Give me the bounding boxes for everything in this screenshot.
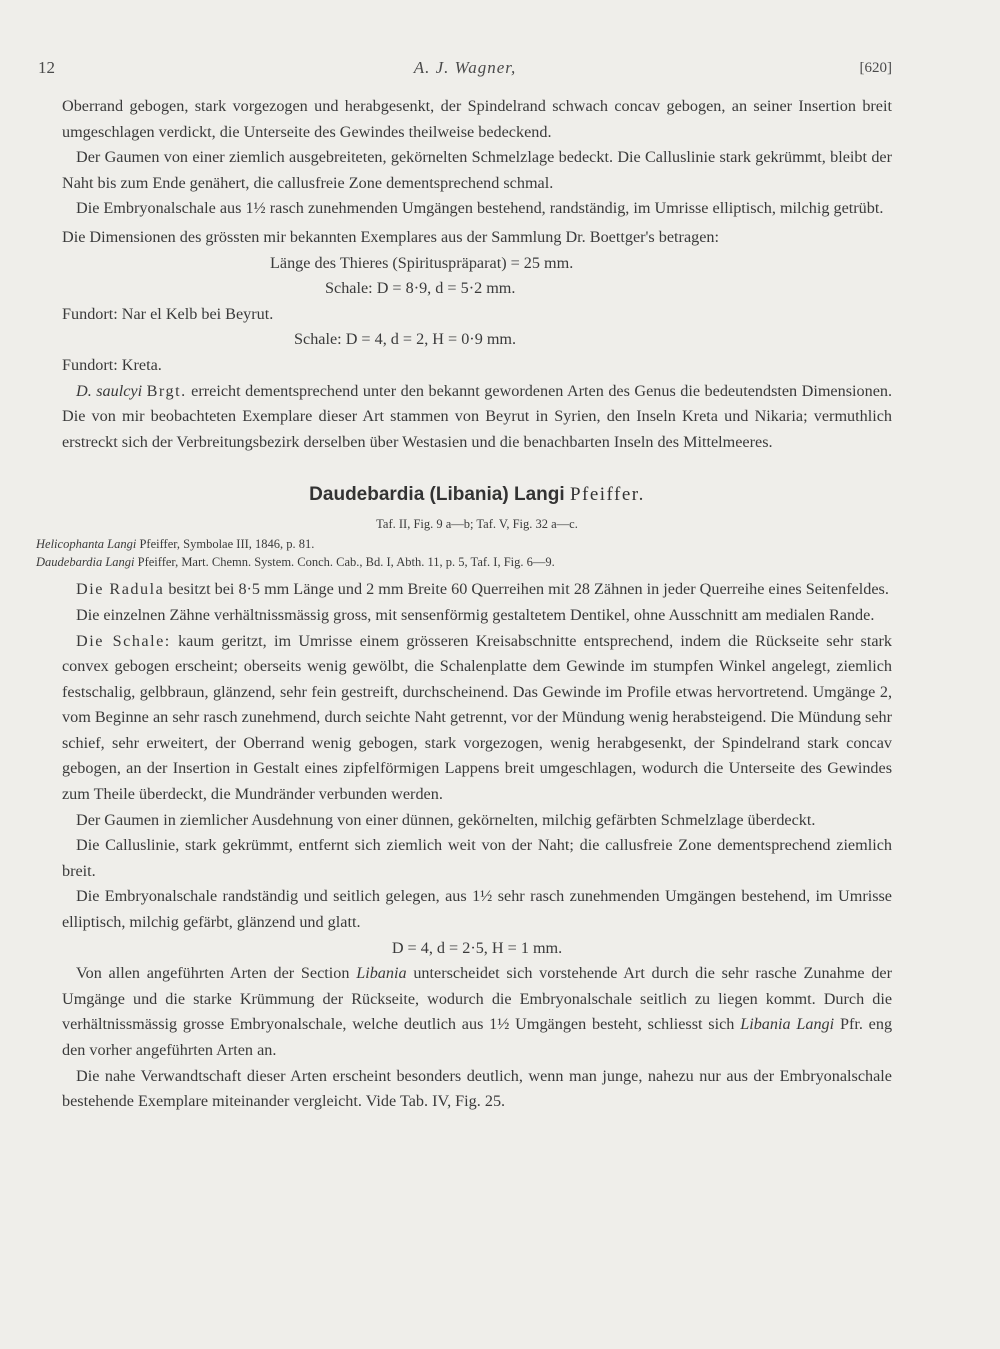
paragraph: Die Dimensionen des grössten mir bekannten Exemplares aus der Sammlung Dr. Boettger's betragen: xyxy=(62,227,719,246)
measurement-line: Länge des Thieres (Spirituspräparat) = 25 mm. xyxy=(270,253,574,272)
paragraph-text: unterscheidet sich vorstehende Art durch die sehr rasche Zunahme der Umgänge und die starke Krümmung der Rückseite, wodurch die Embryonalschale seitlich zu liegen kommt. Durch die verhältnissmässig grosse Embryonalschale, welche deutlich aus 1½ Umgängen besteht, schliesst sich xyxy=(62,964,893,1034)
spaced-term: Die Schale: xyxy=(76,631,171,650)
section-title xyxy=(62,481,892,509)
paragraph: Die nahe Verwandtschaft dieser Arten erscheint besonders deutlich, wenn man junge, nahezu nur aus der Embryonalschale bestehende Exemplare miteinander vergleicht. Vide Tab. IV, Fig. 25. xyxy=(62,1066,892,1111)
measurement-line: Schale: D = 8·9, d = 5·2 mm. xyxy=(325,279,516,298)
locality-line: Fundort: Kreta. xyxy=(62,355,162,374)
paragraph xyxy=(62,577,892,603)
paragraph-text: kaum geritzt, im Umrisse einem grösseren Kreisabschnitte entsprechend, indem die Rückseite sehr stark convex gebogen erscheint; oberseits wenig gewölbt, die Schalenplatte dem Gewinde im stumpfen Winkel angelegt, ziemlich festschalig, gelbbraun, glänzend, sehr fein gestreift, durchscheinend. Das Gewinde im Profile etwas hervortretend. Umgänge 2, vom Beginne an sehr rasch zunehmend, durch seichte Naht getrennt, vor der Mündung wenig herabsteigend. Die Mündung sehr schief, sehr erweitert, der Oberrand wenig gebogen, stark vorgezogen, wenig herabgesenkt, der Spindelrand stark concav gebogen, an der Insertion in Gestalt eines zipfelförmigen Lappens breit umgeschlagen, wodurch die Unterseite des Gewindes zum Theile überdeckt, die Mundränder verbunden werden. xyxy=(62,631,892,804)
spaced-term: Die Radula xyxy=(76,580,165,599)
measurement-line: Schale: D = 4, d = 2, H = 0·9 mm. xyxy=(294,330,517,349)
paragraph xyxy=(62,629,892,808)
main-text xyxy=(36,94,893,1115)
paragraph xyxy=(62,379,892,456)
paragraph: Die einzelnen Zähne verhältnissmässig gross, mit sensenförmig gestaltetem Dentikel, ohne Ausschnitt am medialen Rande. xyxy=(76,605,875,624)
paragraph: Oberrand gebogen, stark vorgezogen und herabgesenkt, der Spindelrand schwach concav gebogen, an seiner Insertion breit umgeschlagen verdickt, die Unterseite des Gewindes theilweise bedeckend. xyxy=(62,97,892,141)
measurement-line: D = 4, d = 2·5, H = 1 mm. xyxy=(391,938,563,957)
species-author: Brgt. xyxy=(146,381,187,400)
page-number: 12 xyxy=(38,58,55,77)
synonym-line xyxy=(36,535,892,553)
genus-name: Libania xyxy=(356,964,407,983)
paragraph-text: Von allen angeführten Arten der Section xyxy=(76,964,350,983)
paragraph xyxy=(62,961,892,1063)
synonym-name: Helicophanta Langi xyxy=(36,537,137,552)
species-name: D. saulcyi xyxy=(76,381,143,400)
paragraph: Der Gaumen von einer ziemlich ausgebreiteten, gekörnelten Schmelzlage bedeckt. Die Calluslinie stark gekrümmt, bleibt der Naht bis zum Ende genähert, die callusfreie Zone dementsprechend schmal. xyxy=(62,148,892,192)
synonym-ref: Pfeiffer, Mart. Chemn. System. Conch. Cab., Bd. I, Abth. 11, p. 5, Taf. I, Fig. 6—9. xyxy=(137,555,555,570)
paragraph-text: Pfr. eng den vorher angeführten Arten an. xyxy=(62,1015,893,1059)
locality-line: Fundort: Nar el Kelb bei Beyrut. xyxy=(62,304,274,323)
species-name: Libania Langi xyxy=(740,1015,835,1034)
paragraph: Die Calluslinie, stark gekrümmt, entfernt sich ziemlich weit von der Naht; die callusfreie Zone dementsprechend ziemlich breit. xyxy=(62,836,892,880)
synonym-ref: Pfeiffer, Symbolae III, 1846, p. 81. xyxy=(139,537,315,552)
paragraph-text: erreicht dementsprechend unter den bekannt gewordenen Arten des Genus die bedeutendsten Dimensionen. Die von mir beobachteten Exemplare dieser Art stammen von Beyrut in Syrien, den Inseln Kreta und Nikaria; vermuthlich erstreckt sich der Verbreitungsbezirk derselben über Westasien und die benachbarten Inseln des Mittelmeeres. xyxy=(62,381,893,451)
section-author: Pfeiffer. xyxy=(569,484,645,506)
plate-reference: Taf. II, Fig. 9 a—b; Taf. V, Fig. 32 a—c. xyxy=(376,517,578,532)
paragraph: Die Embryonalschale randständig und seitlich gelegen, aus 1½ sehr rasch zunehmenden Umgängen bestehend, im Umrisse elliptisch, milchig gefärbt, glänzend und glatt. xyxy=(62,887,892,932)
synonym-name: Daudebardia Langi xyxy=(36,555,135,570)
paragraph-text: besitzt bei 8·5 mm Länge und 2 mm Breite 60 Querreihen mit 28 Zähnen in jeder Querreihe eines Seitenfeldes. xyxy=(168,580,889,599)
synonym-line xyxy=(36,553,892,571)
page-reference: [620] xyxy=(859,60,892,76)
paragraph: Der Gaumen in ziemlicher Ausdehnung von einer dünnen, gekörnelten, milchig gefärbten Schmelzlage überdeckt. xyxy=(76,810,816,829)
running-author: A. J. Wagner, xyxy=(413,58,517,77)
running-header xyxy=(38,58,892,82)
section-title-text: Daudebardia (Libania) Langi xyxy=(309,484,565,506)
paragraph: Die Embryonalschale aus 1½ rasch zunehmenden Umgängen bestehend, randständig, im Umrisse elliptisch, milchig getrübt. xyxy=(76,199,884,218)
